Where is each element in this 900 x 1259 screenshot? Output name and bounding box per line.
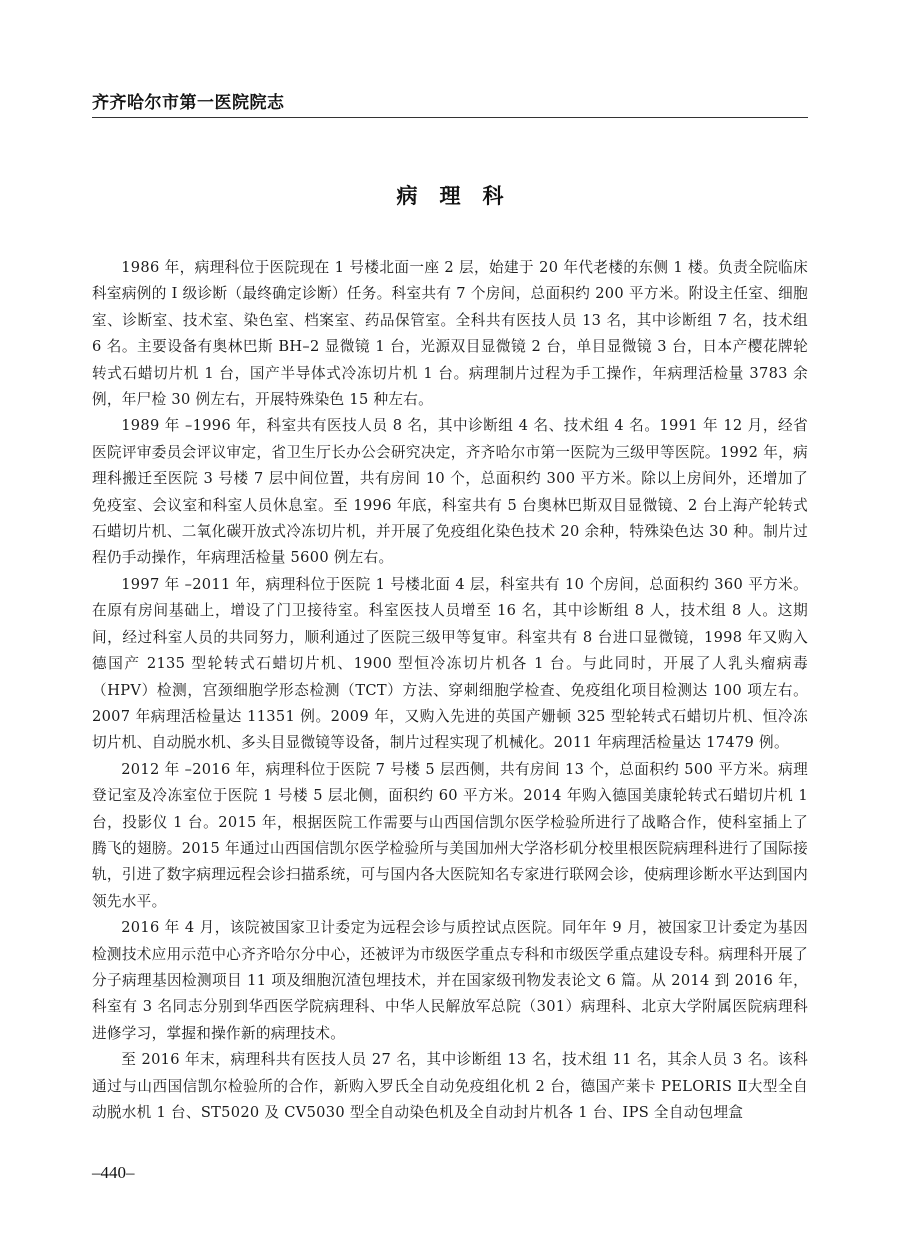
paragraph-1986: 1986 年，病理科位于医院现在 1 号楼北面一座 2 层，始建于 20 年代老楼的东侧 1 楼。负责全院临床科室病例的 I 级诊断（最终确定诊断）任务。科室共有 7 个房间，总面积约 200 平方米。附设主任室、细胞室、诊断室、技术室、染色室、档案室、药品保管室。全科共有医技人员 13 名，其中诊断组 7 名，技术组 6 名。主要设备有奥林巴斯 BH–2 显微镜 1 台，光源双目显微镜 2 台，单目显微镜 3 台，日本产樱花牌轮转式石蜡切片机 1 台，国产半导体式冷冻切片机 1 台。病理制片过程为手工操作，年病理活检量 3783 余例，年尸检 30 例左右，开展特殊染色 15 种左右。 (92, 259, 808, 409)
paragraph-1997-2011: 1997 年 –2011 年，病理科位于医院 1 号楼北面 4 层，科室共有 10 个房间，总面积约 360 平方米。在原有房间基础上，增设了门卫接待室。科室医技人员增至 16 名，其中诊断组 8 人，技术组 8 人。这期间，经过科室人员的共同努力，顺利通过了医院三级甲等复审。科室共有 8 台进口显微镜，1998 年又购入德国产 2135 型轮转式石蜡切片机、1900 型恒冷冻切片机各 1 台。与此同时，开展了人乳头瘤病毒（HPV）检测，宫颈细胞学形态检测（TCT）方法、穿刺细胞学检查、免疫组化项目检测达 100 项左右。2007 年病理活检量达 11351 例。2009 年，又购入先进的英国产姗顿 325 型轮转式石蜡切片机、恒冷冻切片机、自动脱水机、多头目显微镜等设备，制片过程实现了机械化。2011 年病理活检量达 17479 例。 (92, 575, 808, 752)
paragraph-2016-april: 2016 年 4 月，该院被国家卫计委定为远程会诊与质控试点医院。同年年 9 月，被国家卫计委定为基因检测技术应用示范中心齐齐哈尔分中心，还被评为市级医学重点专科和市级医学重点建设专科。病理科开展了分子病理基因检测项目 11 项及细胞沉渣包埋技术，并在国家级刊物发表论文 6 篇。从 2014 到 2016 年，科室有 3 名同志分别到华西医学院病理科、中华人民解放军总院（301）病理科、北京大学附属医院病理科进修学习，掌握和操作新的病理技术。 (92, 919, 808, 1042)
section-title: 病理科 (396, 183, 526, 208)
body-text (92, 255, 808, 1126)
paragraph-1989-1996: 1989 年 –1996 年，科室共有医技人员 8 名，其中诊断组 4 名、技术组 4 名。1991 年 12 月，经省医院评审委员会评议审定，省卫生厅长办公会研究决定，齐齐哈尔市第一医院为三级甲等医院。1992 年，病理科搬迁至医院 3 号楼 7 层中间位置，共有房间 10 个，总面积约 300 平方米。除以上房间外，还增加了免疫室、会议室和科室人员休息室。至 1996 年底，科室共有 5 台奥林巴斯双目显微镜、2 台上海产轮转式石蜡切片机、二氧化碳开放式冷冻切片机，并开展了免疫组化染色技术 20 余种，特殊染色达 30 种。制片过程仍手动操作，年病理活检量 5600 例左右。 (92, 417, 808, 567)
paragraph-2016-end: 至 2016 年末，病理科共有医技人员 27 名，其中诊断组 13 名，技术组 11 名，其余人员 3 名。该科通过与山西国信凯尔检验所的合作，新购入罗氏全自动免疫组化机 2 台，德国产莱卡 PELORIS Ⅱ大型全自动脱水机 1 台、ST5020 及 CV5030 型全自动染色机及全自动封片机各 1 台、IPS 全自动包埋盒 (92, 1051, 808, 1121)
header-divider (92, 117, 808, 118)
running-header-title: 齐齐哈尔市第一医院院志 (92, 93, 285, 113)
paragraph-2012-2016: 2012 年 –2016 年，病理科位于医院 7 号楼 5 层西侧，共有房间 13 个，总面积约 500 平方米。病理登记室及冷冻室位于医院 1 号楼 5 层北侧，面积约 60 平方米。2014 年购入德国美康轮转式石蜡切片机 1 台，投影仪 1 台。2015 年，根据医院工作需要与山西国信凯尔医学检验所进行了战略合作，使科室插上了腾飞的翅膀。2015 年通过山西国信凯尔医学检验所与美国加州大学洛杉矶分校里根医院病理科进行了国际接轨，引进了数字病理远程会诊扫描系统，可与国内各大医院知名专家进行联网会诊，使病理诊断水平达到国内领先水平。 (92, 760, 808, 910)
page-number: –440– (92, 1163, 135, 1182)
